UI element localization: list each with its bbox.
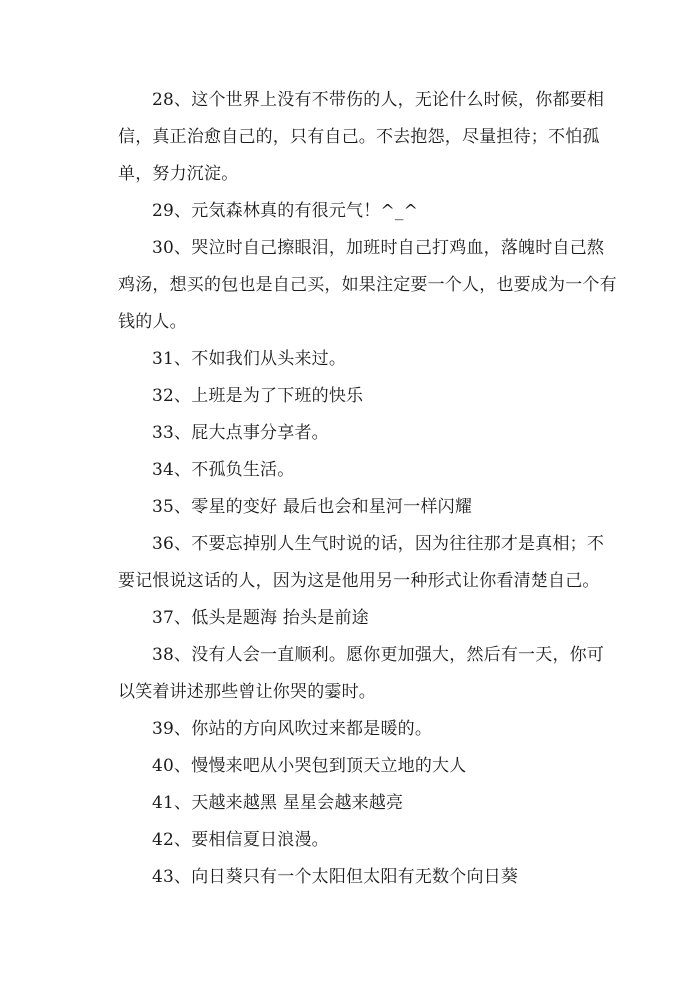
item-number: 30 <box>152 238 175 258</box>
item-text: 、零星的变好 最后也会和星河一样闪耀 <box>174 497 473 517</box>
list-item <box>118 822 618 859</box>
item-text: 、向日葵只有一个太阳但太阳有无数个向日葵 <box>174 867 519 887</box>
list-item <box>118 785 618 822</box>
item-number: 41 <box>152 793 175 813</box>
list-item <box>118 711 618 748</box>
item-text: 、哭泣时自己擦眼泪，加班时自己打鸡血，落魄时自己熬鸡汤，想买的包也是自己买，如果注定要一个人，也要成为一个有钱的人。 <box>118 238 617 332</box>
item-text: 、你站的方向风吹过来都是暖的。 <box>174 719 433 739</box>
list-item <box>118 230 618 341</box>
list-item <box>118 341 618 378</box>
list-item <box>118 526 618 600</box>
item-number: 33 <box>152 423 175 443</box>
item-number: 29 <box>152 201 175 221</box>
item-number: 32 <box>152 386 175 406</box>
item-number: 42 <box>152 830 175 850</box>
item-text: 、没有人会一直顺利。愿你更加强大，然后有一天，你可以笑着讲述那些曾让你哭的霎时。 <box>118 645 605 702</box>
item-text: 、低头是题海 抬头是前途 <box>174 608 369 628</box>
list-item <box>118 489 618 526</box>
item-text: 、不要忘掉别人生气时说的话，因为往往那才是真相；不要记恨说这话的人，因为这是他用另一种形式让你看清楚自己。 <box>118 534 605 591</box>
item-text: 、不如我们从头来过。 <box>174 349 347 369</box>
item-number: 37 <box>152 608 175 628</box>
quote-list <box>118 82 618 896</box>
list-item <box>118 748 618 785</box>
item-number: 39 <box>152 719 175 739</box>
item-number: 43 <box>152 867 175 887</box>
list-item <box>118 193 618 230</box>
list-item <box>118 859 618 896</box>
item-number: 35 <box>152 497 175 517</box>
list-item <box>118 415 618 452</box>
list-item <box>118 82 618 193</box>
item-text: 、天越来越黑 星星会越来越亮 <box>174 793 404 813</box>
item-text: 、上班是为了下班的快乐 <box>174 386 364 406</box>
list-item <box>118 378 618 415</box>
item-number: 34 <box>152 460 175 480</box>
item-text: 、要相信夏日浪漫。 <box>174 830 329 850</box>
item-text: 、元気森林真的有很元气！^_^ <box>174 201 419 221</box>
item-text: 、不孤负生活。 <box>174 460 295 480</box>
item-number: 38 <box>152 645 175 665</box>
item-number: 31 <box>152 349 175 369</box>
item-number: 40 <box>152 756 175 776</box>
item-text: 、屁大点事分享者。 <box>174 423 329 443</box>
item-number: 28 <box>152 90 175 110</box>
item-text: 、这个世界上没有不带伤的人，无论什么时候，你都要相信，真正治愈自己的，只有自己。不去抱怨，尽量担待；不怕孤单，努力沉淀。 <box>118 90 605 184</box>
item-number: 36 <box>152 534 175 554</box>
list-item <box>118 600 618 637</box>
list-item <box>118 452 618 489</box>
list-item <box>118 637 618 711</box>
item-text: 、慢慢来吧从小哭包到顶天立地的大人 <box>174 756 467 776</box>
